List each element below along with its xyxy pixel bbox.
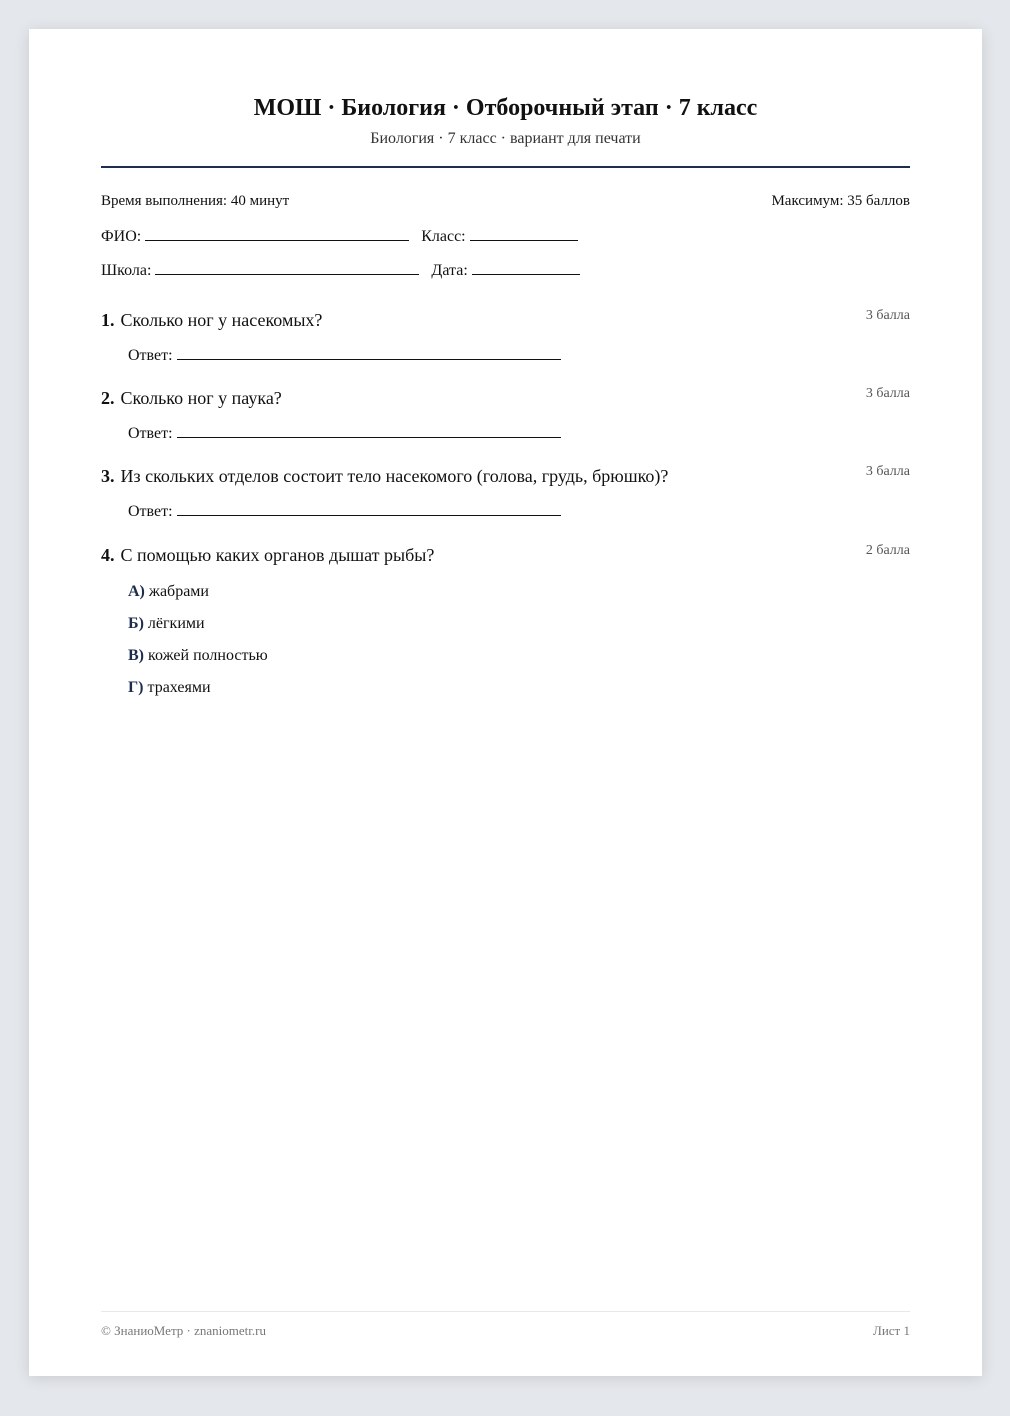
question-number: 3. bbox=[101, 466, 115, 486]
answer-option-a[interactable] bbox=[128, 583, 209, 601]
school-date-row bbox=[101, 259, 592, 280]
question-1 bbox=[101, 308, 910, 364]
date-field[interactable] bbox=[472, 259, 580, 275]
footer-copyright: © ЗнаниоМетр · znaniometr.ru bbox=[101, 1323, 266, 1338]
class-field[interactable] bbox=[470, 225, 578, 241]
page-subtitle: Биология · 7 класс · вариант для печати bbox=[370, 130, 641, 147]
option-text: лёгкими bbox=[147, 615, 205, 632]
question-number: 4. bbox=[101, 545, 115, 565]
answer-row bbox=[128, 423, 561, 443]
fio-class-row bbox=[101, 225, 590, 246]
question-text: Сколько ног у насекомых? bbox=[120, 310, 323, 330]
option-letter: Г) bbox=[128, 679, 144, 696]
question-text: Сколько ног у паука? bbox=[120, 388, 282, 408]
question-3 bbox=[101, 464, 910, 520]
max-score: Максимум: 35 баллов bbox=[771, 193, 910, 209]
answer-label: Ответ: bbox=[128, 425, 173, 442]
option-letter: А) bbox=[128, 583, 145, 600]
question-points: 3 балла bbox=[865, 464, 910, 479]
school-field[interactable] bbox=[155, 259, 419, 275]
answer-option-b[interactable] bbox=[128, 615, 205, 633]
header-divider bbox=[101, 166, 910, 168]
class-label: Класс: bbox=[421, 228, 466, 245]
option-letter: Б) bbox=[128, 615, 144, 632]
answer-label: Ответ: bbox=[128, 347, 173, 364]
footer-divider bbox=[101, 1311, 910, 1312]
question-2 bbox=[101, 386, 910, 442]
question-points: 3 балла bbox=[865, 386, 910, 401]
printable-page bbox=[29, 29, 982, 1376]
question-text: Из скольких отделов состоит тело насекомого (голова, грудь, брюшко)? bbox=[120, 466, 669, 486]
question-header bbox=[101, 310, 910, 334]
answer-row bbox=[128, 501, 561, 521]
question-number: 1. bbox=[101, 310, 115, 330]
question-points: 2 балла bbox=[865, 543, 910, 558]
answer-option-d[interactable] bbox=[128, 679, 211, 697]
answer-field[interactable] bbox=[177, 501, 561, 516]
time-limit: Время выполнения: 40 минут bbox=[101, 193, 290, 209]
school-label: Школа: bbox=[101, 262, 152, 279]
option-text: трахеями bbox=[147, 679, 211, 696]
answer-row bbox=[128, 345, 561, 365]
answer-option-c[interactable] bbox=[128, 647, 268, 665]
page-content bbox=[101, 29, 910, 1376]
question-number: 2. bbox=[101, 388, 115, 408]
question-4 bbox=[101, 543, 910, 696]
answer-label: Ответ: bbox=[128, 503, 173, 520]
option-letter: В) bbox=[128, 647, 144, 664]
question-header bbox=[101, 388, 910, 412]
option-text: жабрами bbox=[148, 583, 209, 600]
question-points: 3 балла bbox=[865, 308, 910, 323]
footer-sheet-number: Лист 1 bbox=[873, 1323, 910, 1338]
page-title: МОШ · Биология · Отборочный этап · 7 класс bbox=[253, 95, 758, 121]
answer-field[interactable] bbox=[177, 345, 561, 360]
option-text: кожей полностью bbox=[148, 647, 268, 664]
date-label: Дата: bbox=[431, 262, 468, 279]
answer-field[interactable] bbox=[177, 423, 561, 438]
question-header bbox=[101, 466, 910, 490]
question-header bbox=[101, 545, 910, 569]
fio-label: ФИО: bbox=[101, 228, 142, 245]
fio-field[interactable] bbox=[145, 225, 409, 241]
question-text: С помощью каких органов дышат рыбы? bbox=[120, 545, 435, 565]
